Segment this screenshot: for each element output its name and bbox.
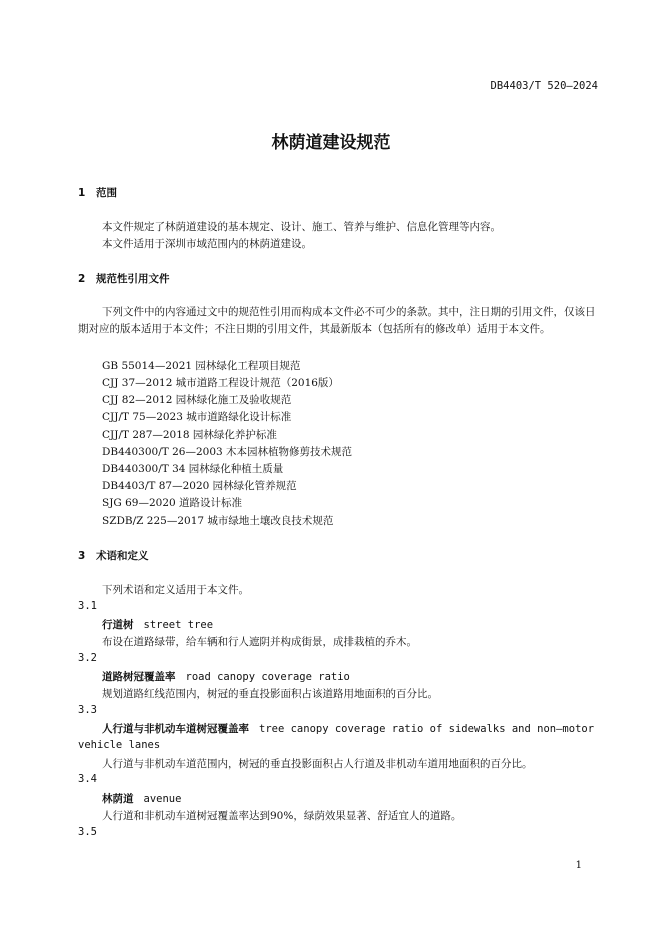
clause-number: 3.2 — [78, 652, 97, 664]
reference-item: SJG 69—2020 道路设计标准 — [102, 497, 243, 509]
section-number: 3 — [78, 550, 86, 562]
paragraph: 下列术语和定义适用于本文件。 — [102, 584, 249, 596]
clause-number: 3.4 — [78, 773, 97, 785]
clause-number: 3.1 — [78, 600, 97, 612]
section-number: 1 — [78, 187, 86, 199]
reference-item: CJJ/T 287—2018 园林绿化养护标准 — [102, 429, 277, 441]
section-title: 规范性引用文件 — [96, 273, 170, 285]
term-en: road canopy coverage ratio — [185, 671, 350, 683]
section-number: 2 — [78, 273, 86, 285]
section-title: 范围 — [96, 187, 117, 199]
reference-item: GB 55014—2021 园林绿化工程项目规范 — [102, 360, 301, 372]
reference-item: DB440300/T 34 园林绿化种植土质量 — [102, 463, 284, 475]
term-definition: 布设在道路绿带，给车辆和行人遮阴并构成街景，成排栽植的乔木。 — [102, 636, 417, 648]
term-zh: 道路树冠覆盖率 — [102, 671, 176, 683]
term-entry — [102, 791, 181, 806]
term-zh: 人行道与非机动车道树冠覆盖率 — [102, 723, 249, 735]
reference-item: SZDB/Z 225—2017 城市绿地土壤改良技术规范 — [102, 515, 334, 527]
clause-number: 3.5 — [78, 826, 97, 838]
page-number: 1 — [575, 860, 582, 871]
term-en-continuation: vehicle lanes — [78, 739, 161, 751]
paragraph: 本文件规定了林荫道建设的基本规定、设计、施工、管养与维护、信息化管理等内容。 — [102, 221, 501, 233]
term-zh: 行道树 — [102, 619, 134, 631]
reference-item: CJJ 82—2012 园林绿化施工及验收规范 — [102, 394, 292, 406]
term-definition: 人行道与非机动车道范围内，树冠的垂直投影面积占人行道及非机动车道用地面积的百分比。 — [102, 758, 533, 770]
term-entry — [102, 617, 213, 632]
reference-item: DB440300/T 26—2003 木本园林植物修剪技术规范 — [102, 446, 353, 458]
section-heading-scope — [78, 185, 117, 200]
reference-item: DB4403/T 87—2020 园林绿化管养规范 — [102, 480, 297, 492]
term-en: tree canopy coverage ratio of sidewalks and non—motor — [259, 723, 595, 735]
document-number: DB4403/T 520—2024 — [490, 80, 598, 92]
section-heading-terms — [78, 548, 149, 563]
term-entry — [102, 721, 594, 736]
term-zh: 林荫道 — [102, 793, 134, 805]
term-en: street tree — [143, 619, 214, 631]
term-definition: 规划道路红线范围内，树冠的垂直投影面积占该道路用地面积的百分比。 — [102, 688, 438, 700]
reference-item: CJJ/T 75—2023 城市道路绿化设计标准 — [102, 411, 292, 423]
term-definition: 人行道和非机动车道树冠覆盖率达到90%，绿荫效果显著、舒适宜人的道路。 — [102, 810, 462, 822]
section-title: 术语和定义 — [96, 550, 149, 562]
page-title: 林荫道建设规范 — [271, 133, 391, 153]
section-heading-normative-references — [78, 271, 170, 286]
paragraph-normative-intro: 下列文件中的内容通过文中的规范性引用而构成本文件必不可少的条款。其中，注日期的引用文件，仅该日期对应的版本适用于本文件；不注日期的引用文件，其最新版本（包括所有的修改单）适用于本文件。 — [78, 306, 596, 335]
term-en: avenue — [143, 793, 182, 805]
paragraph: 本文件适用于深圳市域范围内的林荫道建设。 — [102, 238, 312, 250]
clause-number: 3.3 — [78, 704, 97, 716]
term-entry — [102, 669, 350, 684]
reference-item: CJJ 37—2012 城市道路工程设计规范（2016版） — [102, 377, 339, 389]
